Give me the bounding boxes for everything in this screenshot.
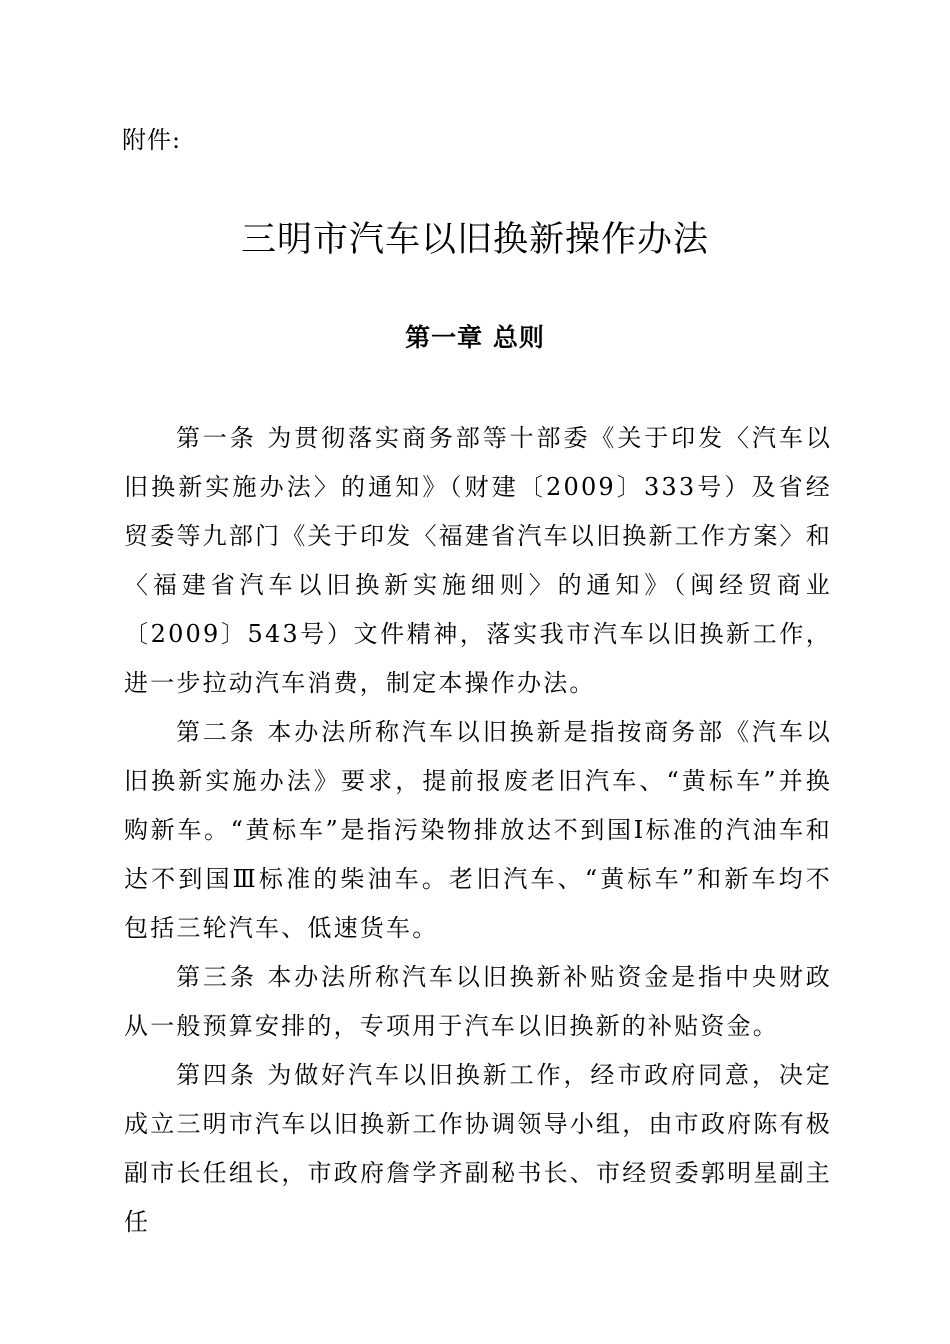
article-2: 第二条 本办法所称汽车以旧换新是指按商务部《汽车以旧换新实施办法》要求，提前报废老旧汽车、“黄标车”并换购新车。“黄标车”是指污染物排放达不到国Ⅰ标准的汽油车和达不到国Ⅲ标准的柴油车。老旧汽车、“黄标车”和新车均不包括三轮汽车、低速货车。 xyxy=(124,718,832,942)
chapter-heading: 第一章 总则 xyxy=(405,323,545,352)
document-body xyxy=(124,414,832,1247)
article-3: 第三条 本办法所称汽车以旧换新补贴资金是指中央财政从一般预算安排的，专项用于汽车以旧换新的补贴资金。 xyxy=(124,963,832,1040)
attachment-label: 附件: xyxy=(122,126,182,154)
document-title: 三明市汽车以旧换新操作办法 xyxy=(240,220,709,260)
article-1: 第一条 为贯彻落实商务部等十部委《关于印发〈汽车以旧换新实施办法〉的通知》（财建〔2009〕333号）及省经贸委等九部门《关于印发〈福建省汽车以旧换新工作方案〉和〈福建省汽车以旧换新实施细则〉的通知》（闽经贸商业〔2009〕543号）文件精神，落实我市汽车以旧换新工作，进一步拉动汽车消费，制定本操作办法。 xyxy=(124,424,832,697)
article-4: 第四条 为做好汽车以旧换新工作，经市政府同意，决定成立三明市汽车以旧换新工作协调领导小组，由市政府陈有极副市长任组长，市政府詹学齐副秘书长、市经贸委郭明星副主任 xyxy=(124,1061,832,1236)
